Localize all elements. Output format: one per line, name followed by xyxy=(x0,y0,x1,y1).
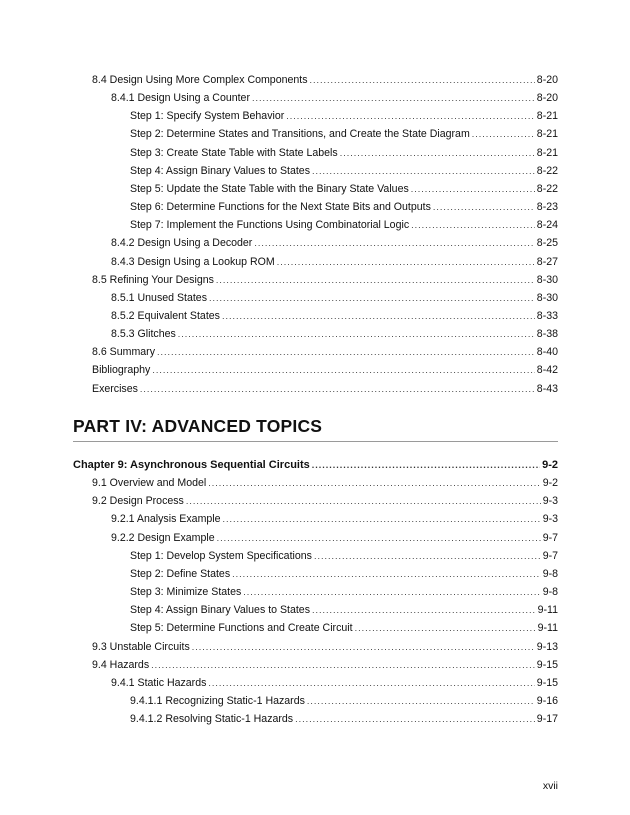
dot-leader xyxy=(208,478,540,488)
toc-entry-title: Step 1: Develop System Specifications xyxy=(130,549,312,562)
toc-entry[interactable] xyxy=(130,183,558,201)
toc-entry-page: 8-43 xyxy=(536,382,558,395)
dot-leader xyxy=(340,148,535,158)
toc-entry-title: 8.5.1 Unused States xyxy=(111,291,207,304)
toc-entry-title: Step 5: Update the State Table with the Binary State Values xyxy=(130,182,409,195)
toc-entry[interactable] xyxy=(130,219,558,237)
toc-entry[interactable] xyxy=(130,568,558,586)
toc-entry-title: 9.3 Unstable Circuits xyxy=(92,640,190,653)
toc-entry-page: 8-21 xyxy=(536,146,558,159)
dot-leader xyxy=(254,238,534,248)
toc-entry-title: Exercises xyxy=(92,382,138,395)
toc-entry[interactable] xyxy=(92,477,558,495)
toc-entry[interactable] xyxy=(130,165,558,183)
toc-entry[interactable] xyxy=(92,274,558,292)
toc-entry[interactable] xyxy=(92,659,558,677)
toc-entry-page: 9-3 xyxy=(542,513,558,526)
toc-entry-title: 8.6 Summary xyxy=(92,346,155,359)
toc-entry-page: 9-11 xyxy=(537,604,558,617)
toc-entry-page: 9-15 xyxy=(536,676,558,689)
toc-entry-title: 9.1 Overview and Model xyxy=(92,477,207,490)
toc-entry-page: 9-15 xyxy=(536,658,558,671)
dot-leader xyxy=(140,384,535,394)
toc-entry[interactable] xyxy=(130,604,558,622)
toc-entry-page: 8-20 xyxy=(536,74,558,86)
toc-entry[interactable] xyxy=(111,292,558,310)
toc-entry[interactable] xyxy=(111,532,558,550)
toc-entry[interactable] xyxy=(130,713,558,731)
toc-entry[interactable] xyxy=(92,495,558,513)
toc-entry-page: 9-7 xyxy=(542,549,558,562)
toc-entry-page: 9-11 xyxy=(537,622,558,635)
toc-entry-page: 9-17 xyxy=(536,713,558,726)
toc-entry-title: Step 2: Determine States and Transitions, and Create the State Diagram xyxy=(130,128,470,141)
toc-entry[interactable] xyxy=(130,695,558,713)
dot-leader xyxy=(151,660,535,670)
toc-entry-title: 8.4.3 Design Using a Lookup ROM xyxy=(111,255,275,268)
toc-entry-title: 9.2.2 Design Example xyxy=(111,531,215,544)
toc-entry-title: Step 4: Assign Binary Values to States xyxy=(130,164,310,177)
toc-entry-page: 9-3 xyxy=(542,495,558,508)
toc-entry[interactable] xyxy=(130,550,558,568)
toc-entry-title: Bibliography xyxy=(92,364,151,377)
toc-entry[interactable] xyxy=(111,328,558,346)
toc-entry-title: Step 3: Minimize States xyxy=(130,586,242,599)
toc-entry-title: 9.4.1.2 Resolving Static-1 Hazards xyxy=(130,713,294,726)
toc-entry[interactable] xyxy=(92,74,558,92)
toc-entry[interactable] xyxy=(130,586,558,604)
toc-entry[interactable] xyxy=(111,256,558,274)
toc-entry[interactable] xyxy=(92,346,558,364)
toc-entry-title: 9.4.1 Static Hazards xyxy=(111,676,207,689)
toc-entry[interactable] xyxy=(92,383,558,401)
dot-leader xyxy=(157,347,535,357)
toc-entry-title: 9.4 Hazards xyxy=(92,658,150,671)
toc-entry-page: 9-7 xyxy=(542,531,558,544)
toc-entry[interactable] xyxy=(111,513,558,531)
dot-leader xyxy=(355,623,536,633)
toc-entry[interactable] xyxy=(111,237,558,255)
dot-leader xyxy=(208,678,534,688)
dot-leader xyxy=(295,714,535,724)
toc-entry-title: 8.5.3 Glitches xyxy=(111,328,176,341)
toc-entry-page: 8-22 xyxy=(536,182,558,195)
toc-entry[interactable] xyxy=(92,364,558,382)
toc-entry-page: 8-24 xyxy=(536,219,558,232)
toc-entry-title: 9.2 Design Process xyxy=(92,495,184,508)
toc-entry[interactable] xyxy=(73,459,558,477)
toc-entry-page: 8-33 xyxy=(536,309,558,322)
dot-leader xyxy=(310,75,535,85)
toc-entry-page: 8-30 xyxy=(536,273,558,286)
toc-entry[interactable] xyxy=(130,110,558,128)
toc-entry-title: Step 4: Assign Binary Values to States xyxy=(130,604,310,617)
dot-leader xyxy=(312,605,536,615)
toc-entry-title: Step 1: Specify System Behavior xyxy=(130,110,285,123)
dot-leader xyxy=(152,365,534,375)
toc-entry-title: 8.4 Design Using More Complex Components xyxy=(92,74,308,86)
toc-entry[interactable] xyxy=(130,622,558,640)
page-number: xvii xyxy=(542,780,558,792)
dot-leader xyxy=(223,514,541,524)
toc-entry[interactable] xyxy=(130,128,558,146)
dot-leader xyxy=(192,642,535,652)
toc-entry-title: 8.4.2 Design Using a Decoder xyxy=(111,237,253,250)
toc-entry-page: 9-2 xyxy=(542,459,558,471)
toc-entry[interactable] xyxy=(111,310,558,328)
toc-entry-title: Step 3: Create State Table with State Labels xyxy=(130,146,338,159)
dot-leader xyxy=(252,93,535,103)
dot-leader xyxy=(277,257,535,267)
dot-leader xyxy=(217,533,541,543)
toc-entry[interactable] xyxy=(111,677,558,695)
toc-entry-page: 9-8 xyxy=(542,567,558,580)
dot-leader xyxy=(411,220,535,230)
toc-entry[interactable] xyxy=(111,92,558,110)
toc-entry-title: 8.5.2 Equivalent States xyxy=(111,309,220,322)
toc-entry-title: Chapter 9: Asynchronous Sequential Circuits xyxy=(73,459,310,471)
toc-entry-title: 8.4.1 Design Using a Counter xyxy=(111,92,250,105)
toc-entry-title: 9.4.1.1 Recognizing Static-1 Hazards xyxy=(130,694,305,707)
dot-leader xyxy=(186,496,541,506)
dot-leader xyxy=(209,293,535,303)
toc-entry[interactable] xyxy=(130,201,558,219)
toc-entry-title: Step 2: Define States xyxy=(130,567,231,580)
toc-entry-page: 9-2 xyxy=(542,477,558,490)
dot-leader xyxy=(286,111,535,121)
dot-leader xyxy=(433,202,535,212)
toc-entry-page: 8-21 xyxy=(536,110,558,123)
toc-entry-page: 9-13 xyxy=(536,640,558,653)
toc-entry-page: 8-25 xyxy=(536,237,558,250)
toc-entry-page: 9-8 xyxy=(542,586,558,599)
toc-entry-page: 8-22 xyxy=(536,164,558,177)
toc-entry-page: 8-42 xyxy=(536,364,558,377)
toc-entry[interactable] xyxy=(92,641,558,659)
toc-entry-page: 8-40 xyxy=(536,346,558,359)
toc-entry[interactable] xyxy=(130,147,558,165)
toc-entry-page: 8-30 xyxy=(536,291,558,304)
toc-entry-page: 8-21 xyxy=(536,128,558,141)
toc-entry-title: Step 5: Determine Functions and Create Circuit xyxy=(130,622,353,635)
toc-entry-page: 8-23 xyxy=(536,201,558,214)
toc-entry-page: 9-16 xyxy=(536,694,558,707)
toc-entry-title: Step 7: Implement the Functions Using Combinatorial Logic xyxy=(130,219,410,232)
dot-leader xyxy=(307,696,535,706)
toc-entry-page: 8-38 xyxy=(536,328,558,341)
dot-leader xyxy=(232,569,541,579)
toc-entry-page: 8-20 xyxy=(536,92,558,105)
dot-leader xyxy=(222,311,535,321)
dot-leader xyxy=(312,166,535,176)
dot-leader xyxy=(312,460,540,470)
toc-entry-title: Step 6: Determine Functions for the Next State Bits and Outputs xyxy=(130,201,431,214)
dot-leader xyxy=(216,275,535,285)
toc-entry-page: 8-27 xyxy=(536,255,558,268)
dot-leader xyxy=(472,129,535,139)
dot-leader xyxy=(178,329,535,339)
toc-entry-title: 8.5 Refining Your Designs xyxy=(92,273,214,286)
dot-leader xyxy=(411,184,535,194)
part-heading: PART IV: ADVANCED TOPICS xyxy=(73,416,558,442)
dot-leader xyxy=(243,587,540,597)
dot-leader xyxy=(314,551,541,561)
toc-entry-title: 9.2.1 Analysis Example xyxy=(111,513,221,526)
